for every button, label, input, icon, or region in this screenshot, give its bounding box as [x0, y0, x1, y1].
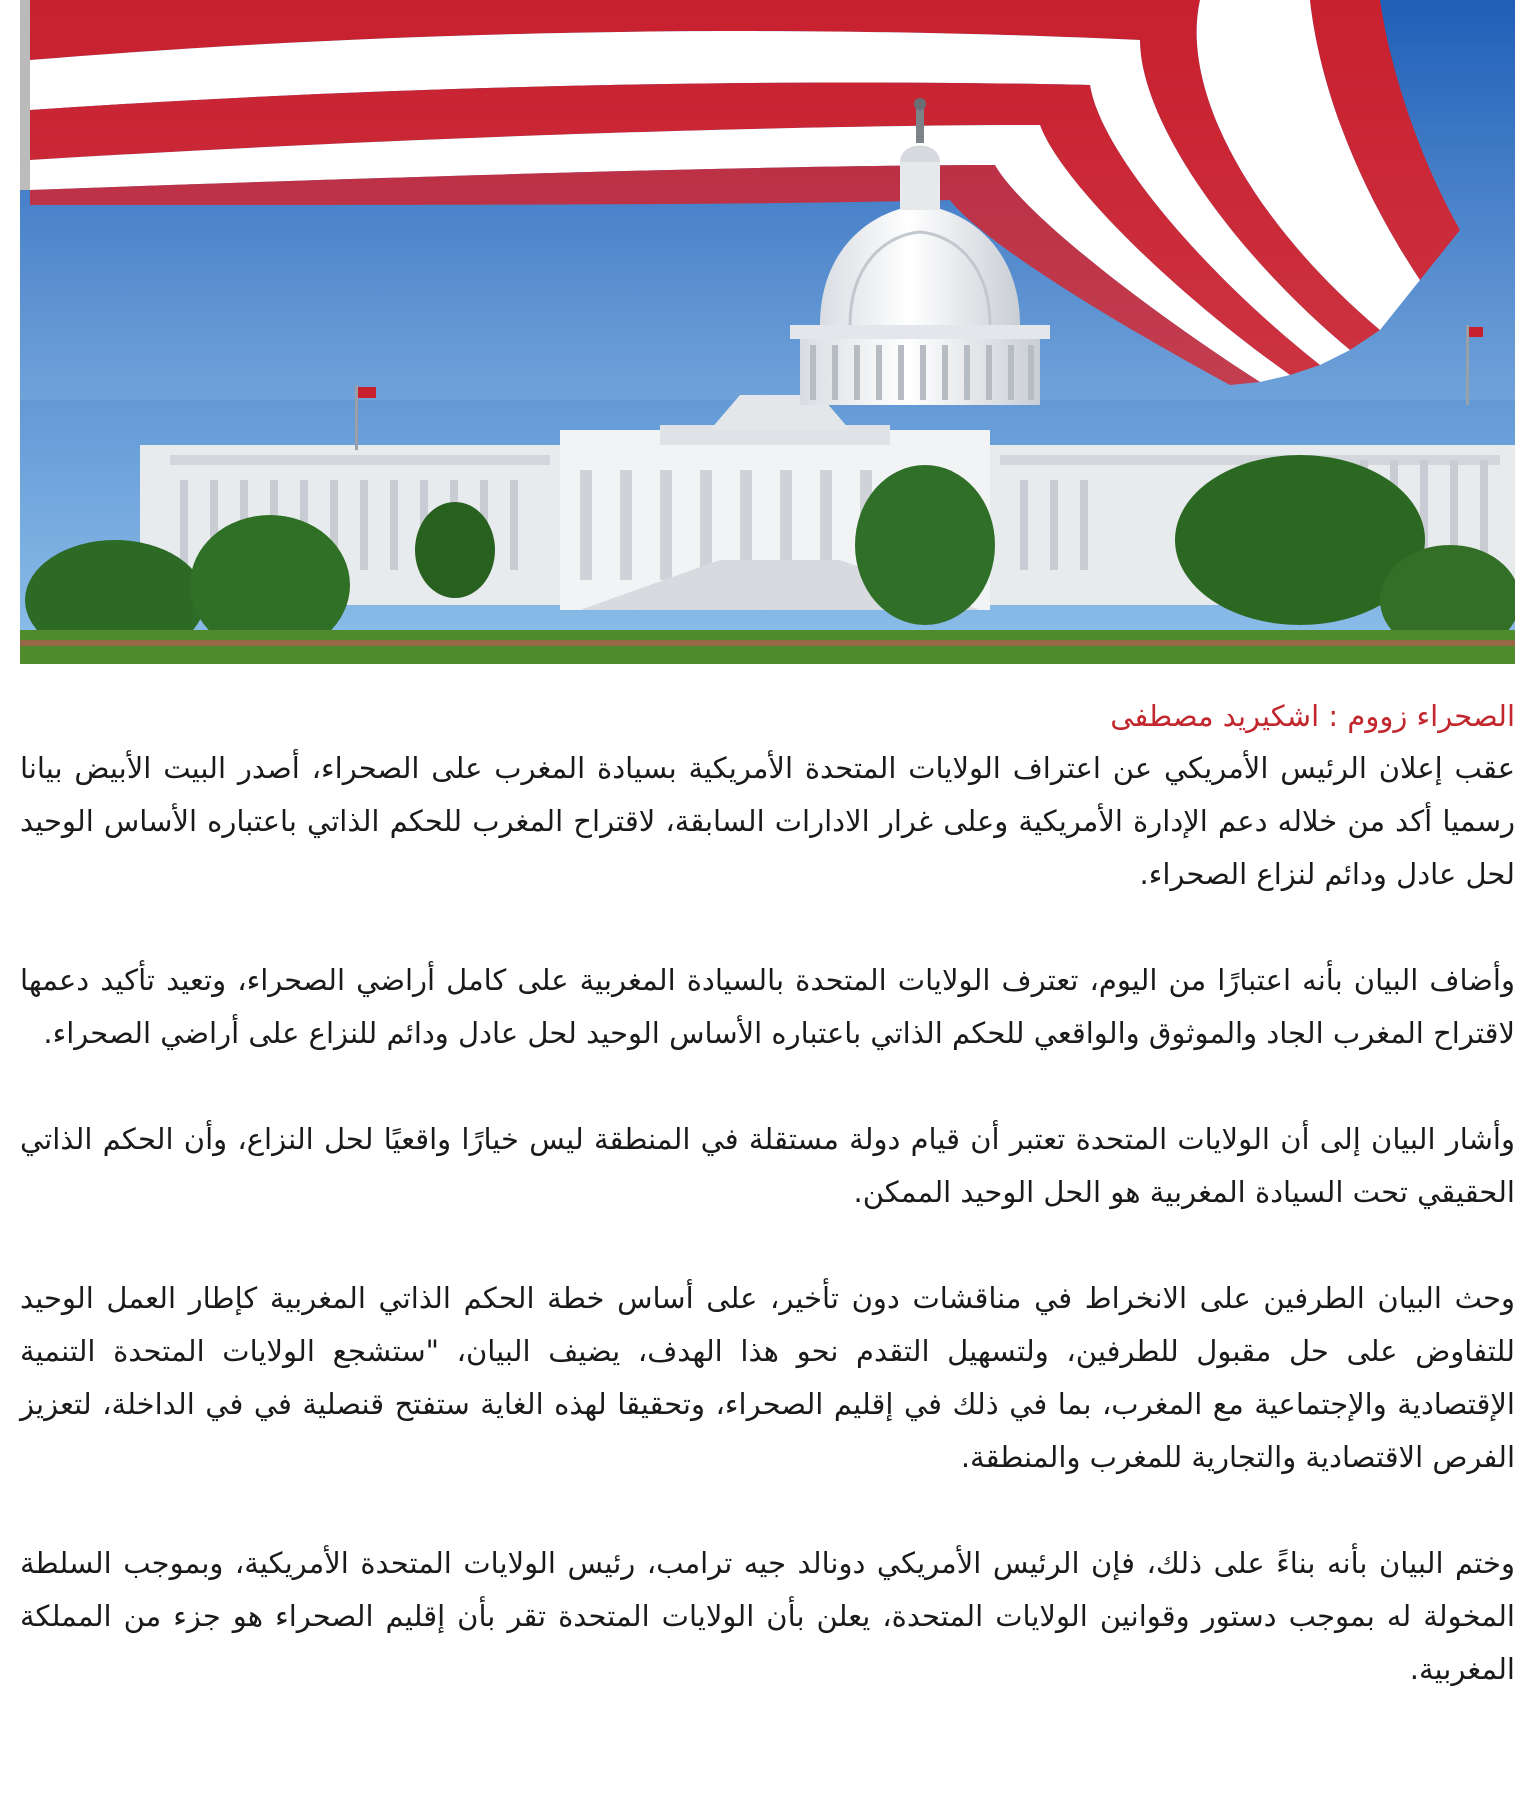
capitol-flag-illustration	[20, 0, 1515, 664]
article-body	[20, 696, 1515, 1696]
article-paragraph-3: وأشار البيان إلى أن الولايات المتحدة تعتبر أن قيام دولة مستقلة في المنطقة ليس خيارًا واقعيًا لحل النزاع، وأن الحكم الذاتي الحقيقي تحت السيادة المغربية هو الحل الوحيد الممكن.	[20, 1122, 1515, 1209]
article-paragraph-5: وختم البيان بأنه بناءً على ذلك، فإن الرئيس الأمريكي دونالد جيه ترامب، رئيس الولايات المتحدة الأمريكية، وبموجب السلطة المخولة له بموجب دستور وقوانين الولايات المتحدة، يعلن بأن الولايات المتحدة تقر بأن إقليم الصحراء هو جزء من المملكة المغربية.	[20, 1546, 1515, 1686]
article-paragraph-1: عقب إعلان الرئيس الأمريكي عن اعتراف الولايات المتحدة الأمريكية بسيادة المغرب على الصحراء، أصدر البيت الأبيض بيانا رسميا أكد من خلاله دعم الإدارة الأمريكية وعلى غرار الادارات السابقة، لاقتراح المغرب للحكم الذاتي باعتباره الأساس الوحيد لحل عادل ودائم لنزاع الصحراء.	[20, 751, 1515, 891]
article-paragraph-2: وأضاف البيان بأنه اعتبارًا من اليوم، تعترف الولايات المتحدة بالسيادة المغربية على كامل أراضي الصحراء، وتعيد تأكيد دعمها لاقتراح المغرب الجاد والموثوق والواقعي للحكم الذاتي باعتباره الأساس الوحيد لحل عادل ودائم للنزاع على أراضي الصحراء.	[20, 963, 1515, 1050]
article-byline: الصحراء زووم : اشكيريد مصطفى	[1110, 699, 1515, 733]
lawn	[20, 630, 1515, 664]
american-flag	[20, 0, 1515, 400]
article-paragraph-4: وحث البيان الطرفين على الانخراط في مناقشات دون تأخير، على أساس خطة الحكم الذاتي المغربية كإطار العمل الوحيد للتفاوض على حل مقبول للطرفين، ولتسهيل التقدم نحو هذا الهدف، يضيف البيان، "ستشجع الولايات المتحدة التنمية الإقتصادية والإجتماعية مع المغرب، بما في ذلك في إقليم الصحراء، وتحقيقا لهذه الغاية ستفتح قنصلية في في الداخلة، لتعزيز الفرص الاقتصادية والتجارية للمغرب والمنطقة.	[20, 1281, 1515, 1474]
hero-image	[20, 0, 1515, 664]
